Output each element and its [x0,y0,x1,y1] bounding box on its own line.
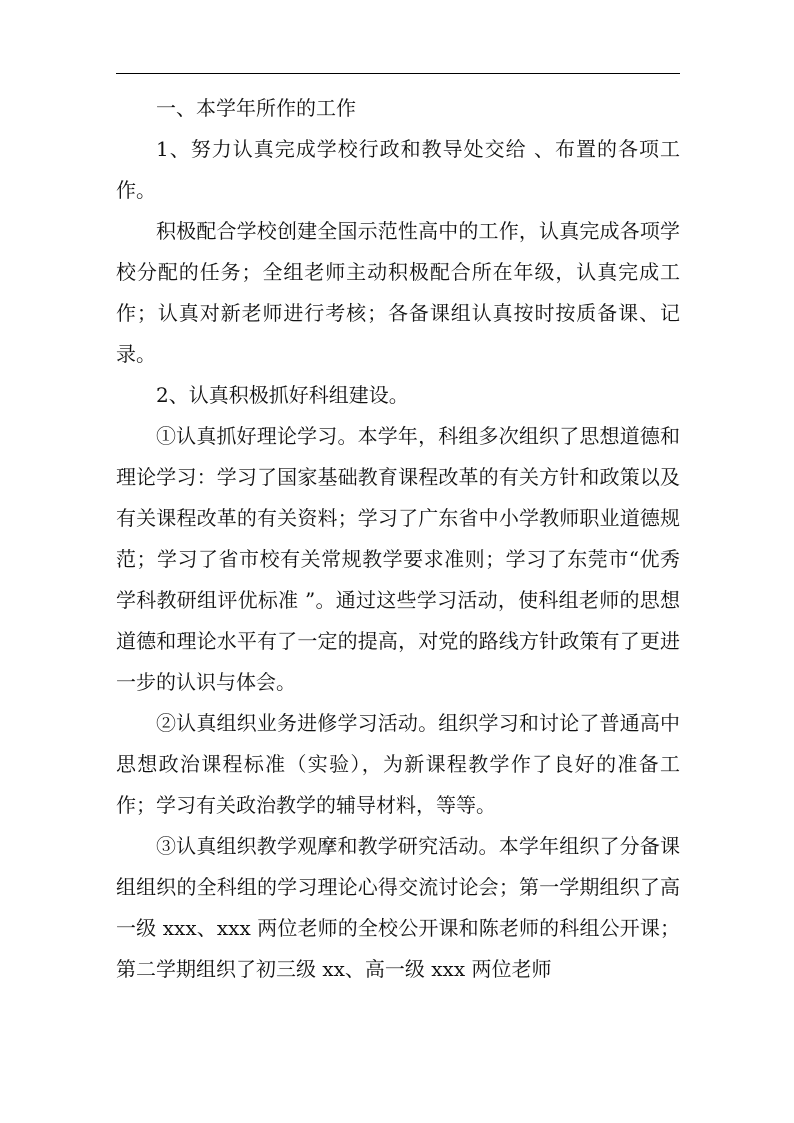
section-heading: 一、本学年所作的工作 [156,96,356,120]
paragraph-cooperation: 积极配合学校创建全国示范性高中的工作，认真完成各项学校分配的任务；全组老师主动积极配合所在年级，认真完成工作；认真对新老师进行考核；各备课组认真按时按质备课、记录。 [116,219,680,366]
paragraph-teaching-research: ③认真组织教学观摩和教学研究活动。本学年组织了分备课组组织的全科组的学习理论心得交流讨论会；第一学期组织了高一级 xxx、xxx 两位老师的全校公开课和陈老师的科组公开课；第二学期组织了初三级 xx、高一级 xxx 两位老师 [116,834,680,981]
paragraph-theory-study: ①认真抓好理论学习。本学年，科组多次组织了思想道德和理论学习：学习了国家基础教育课程改革的有关方针和政策以及有关课程改革的有关资料；学习了广东省中小学教师职业道德规范；学习了省市校有关常规教学要求准则；学习了东莞市“优秀学科教研组评优标准 ”。通过这些学习活动，使科组老师的思想道德和理论水平有了一定的提高，对党的路线方针政策有了更进一步的认识与体会。 [116,424,680,694]
paragraph-item-1: 1、努力认真完成学校行政和教导处交给 、布置的各项工作。 [116,137,680,202]
paragraph-item-2: 2、认真积极抓好科组建设。 [156,383,409,407]
paragraph-professional-study: ②认真组织业务进修学习活动。组织学习和讨论了普通高中思想政治课程标准（实验），为新课程教学作了良好的准备工作；学习有关政治教学的辅导材料，等等。 [116,711,680,817]
header-rule [116,73,680,74]
document-body [116,88,680,990]
